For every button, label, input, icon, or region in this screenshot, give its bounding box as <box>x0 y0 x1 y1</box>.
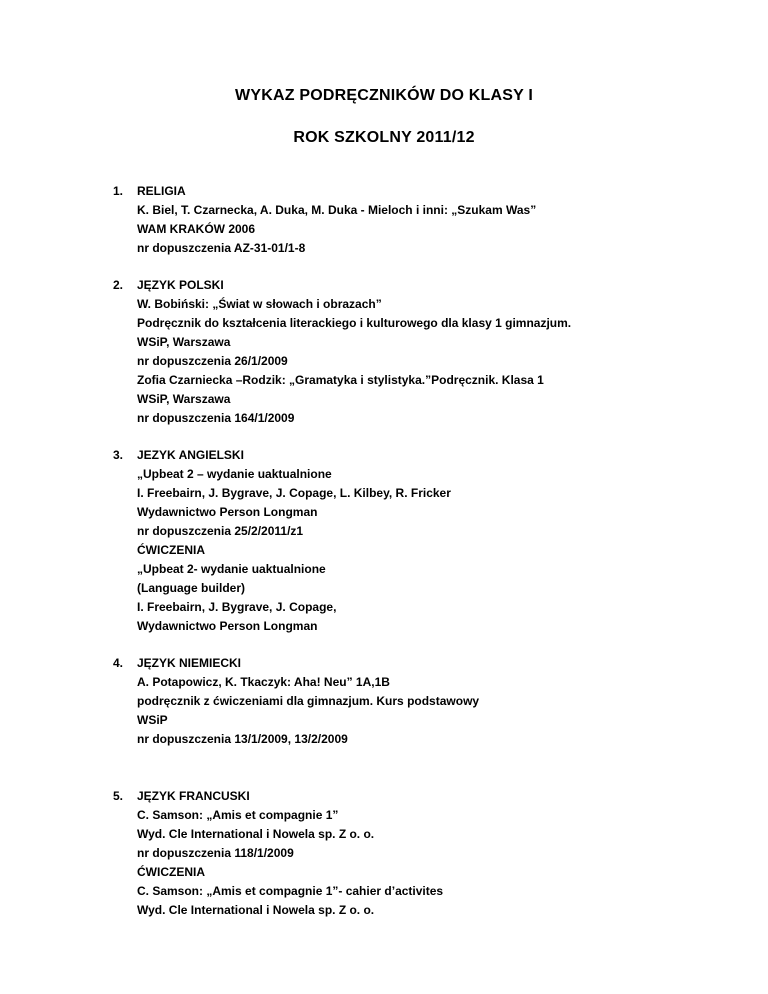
textbook-detail-line: nr dopuszczenia 26/1/2009 <box>137 354 288 368</box>
subject-heading: JĘZYK FRANCUSKI <box>137 789 250 803</box>
textbook-detail-line: nr dopuszczenia AZ-31-01/1-8 <box>137 241 306 255</box>
textbook-list-item <box>113 182 733 258</box>
textbook-detail-line: Wydawnictwo Person Longman <box>137 505 318 519</box>
textbook-detail-line: nr dopuszczenia 25/2/2011/z1 <box>137 524 304 538</box>
textbook-detail-line: C. Samson: „Amis et compagnie 1”- cahier d’activites <box>137 884 444 898</box>
list-item-number: 2. <box>113 278 124 292</box>
textbook-detail-line: „Upbeat 2- wydanie uaktualnione <box>137 562 326 576</box>
textbook-detail-line: A. Potapowicz, K. Tkaczyk: Aha! Neu” 1A,1B <box>137 675 390 689</box>
textbook-detail-line: Wyd. Cle International i Nowela sp. Z o. o. <box>137 903 375 917</box>
textbook-detail-line: WSiP, Warszawa <box>137 335 231 349</box>
textbook-detail-line: nr dopuszczenia 164/1/2009 <box>137 411 295 425</box>
list-item-body <box>137 182 733 258</box>
list-item-body <box>137 787 733 920</box>
textbook-detail-line: WSiP, Warszawa <box>137 392 231 406</box>
textbook-detail-line: I. Freebairn, J. Bygrave, J. Copage, <box>137 600 337 614</box>
list-item-number: 5. <box>113 789 124 803</box>
textbook-detail-line: ĆWICZENIA <box>137 543 205 557</box>
textbook-detail-line: I. Freebairn, J. Bygrave, J. Copage, L. Kilbey, R. Fricker <box>137 486 451 500</box>
textbook-detail-line: WAM KRAKÓW 2006 <box>137 222 256 236</box>
list-item-number: 3. <box>113 448 124 462</box>
textbook-detail-line: K. Biel, T. Czarnecka, A. Duka, M. Duka - Mieloch i inni: „Szukam Was” <box>137 203 537 217</box>
textbook-detail-line: nr dopuszczenia 13/1/2009, 13/2/2009 <box>137 732 348 746</box>
subject-heading: RELIGIA <box>137 184 186 198</box>
subject-heading: JĘZYK NIEMIECKI <box>137 656 242 670</box>
textbook-list <box>113 182 733 938</box>
subject-heading: JĘZYK POLSKI <box>137 278 224 292</box>
list-item-number: 4. <box>113 656 124 670</box>
document-title: WYKAZ PODRĘCZNIKÓW DO KLASY I <box>235 87 533 104</box>
textbook-list-item <box>113 654 733 749</box>
subject-heading: JEZYK ANGIELSKI <box>137 448 244 462</box>
textbook-detail-line: Podręcznik do kształcenia literackiego i kulturowego dla klasy 1 gimnazjum. <box>137 316 572 330</box>
textbook-list-item <box>113 446 733 636</box>
textbook-detail-line: C. Samson: „Amis et compagnie 1” <box>137 808 339 822</box>
school-year-title: ROK SZKOLNY 2011/12 <box>293 129 475 146</box>
textbook-detail-line: Wydawnictwo Person Longman <box>137 619 318 633</box>
list-item-number: 1. <box>113 184 124 198</box>
list-item-body <box>137 276 733 428</box>
list-item-body <box>137 446 733 636</box>
textbook-list-item <box>113 787 733 920</box>
textbook-detail-line: „Upbeat 2 – wydanie uaktualnione <box>137 467 332 481</box>
textbook-detail-line: Zofia Czarniecka –Rodzik: „Gramatyka i stylistyka.”Podręcznik. Klasa 1 <box>137 373 544 387</box>
textbook-detail-line: nr dopuszczenia 118/1/2009 <box>137 846 294 860</box>
textbook-detail-line: (Language builder) <box>137 581 245 595</box>
textbook-detail-line: Wyd. Cle International i Nowela sp. Z o. o. <box>137 827 375 841</box>
list-item-body <box>137 654 733 749</box>
textbook-detail-line: podręcznik z ćwiczeniami dla gimnazjum. Kurs podstawowy <box>137 694 480 708</box>
textbook-detail-line: WSiP <box>137 713 168 727</box>
textbook-detail-line: ĆWICZENIA <box>137 865 205 879</box>
textbook-detail-line: W. Bobiński: „Świat w słowach i obrazach” <box>137 297 382 311</box>
textbook-list-item <box>113 276 733 428</box>
